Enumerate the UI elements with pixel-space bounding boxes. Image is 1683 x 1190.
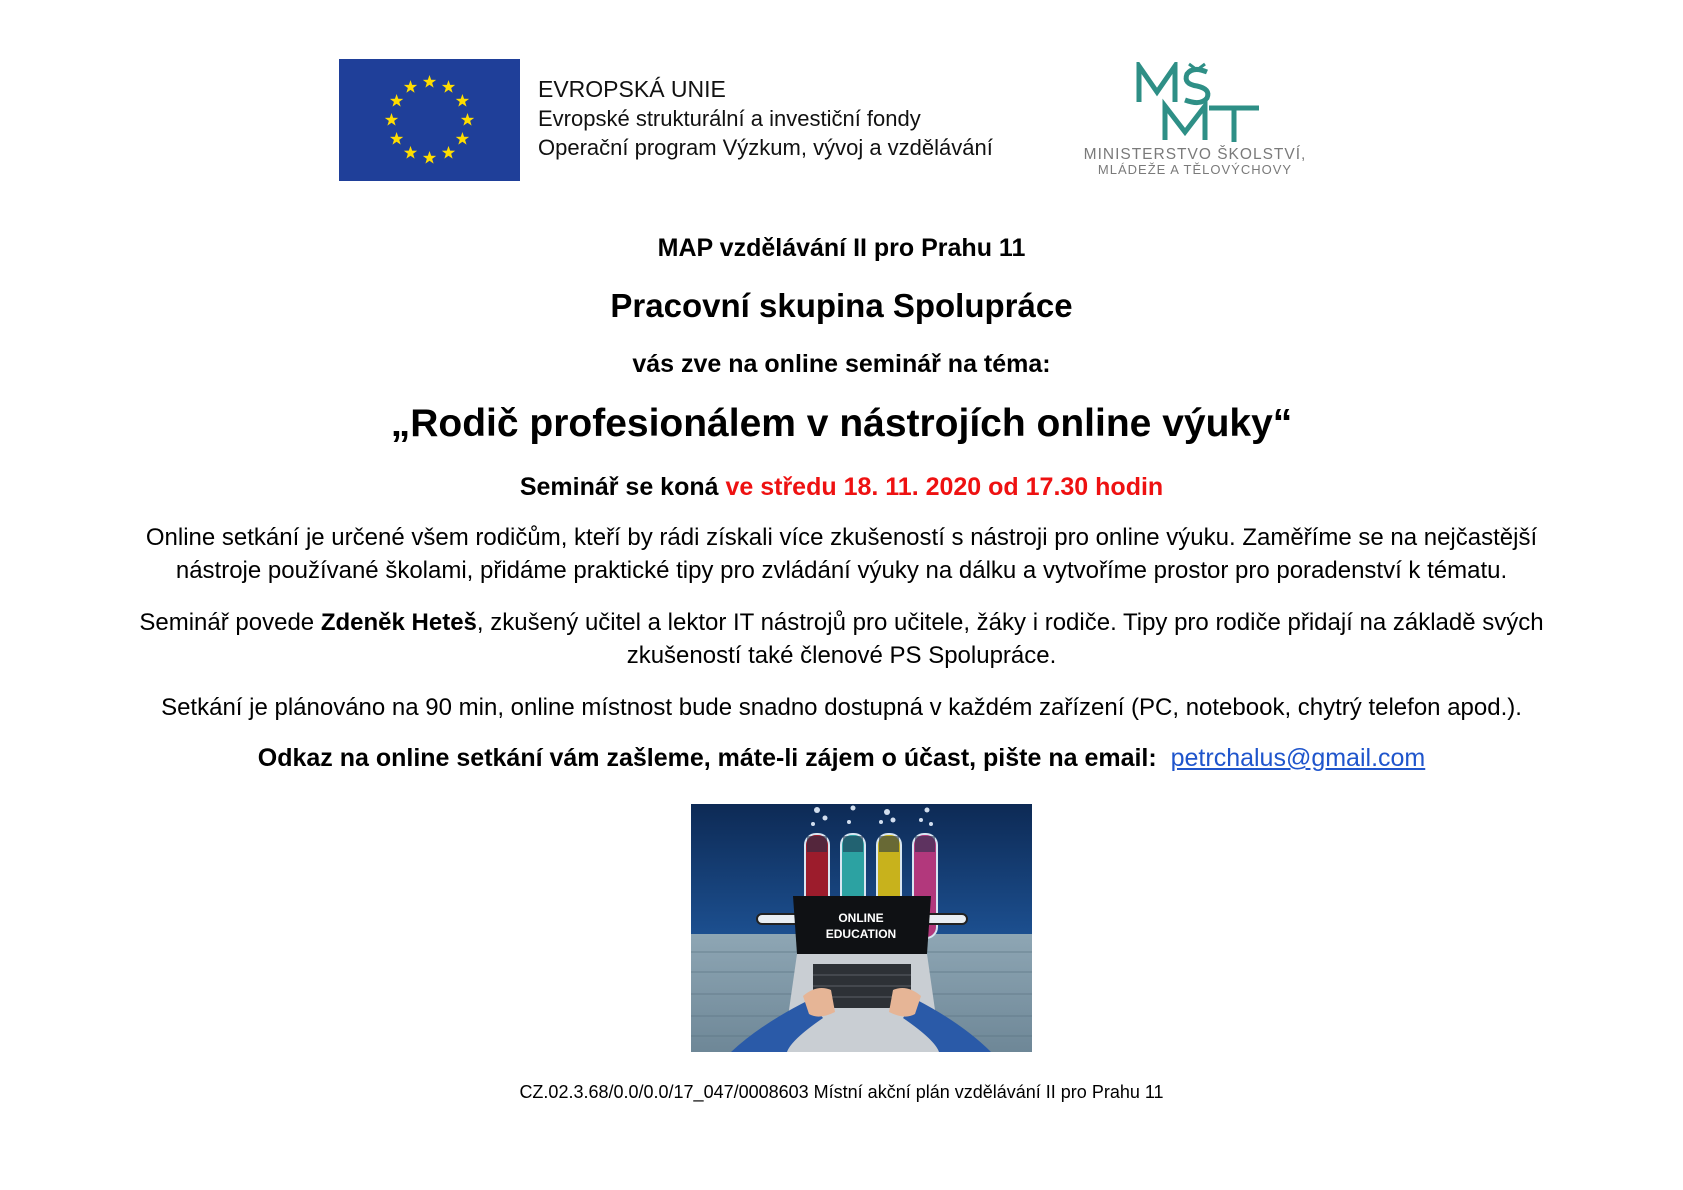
seminar-date (0, 472, 1683, 502)
msmt-line-1: MINISTERSTVO ŠKOLSTVÍ, (1083, 146, 1307, 163)
date-highlight: ve středu 18. 11. 2020 od 17.30 hodin (725, 473, 1164, 501)
lecturer-line-2: zkušeností také členové PS Spolupráce. (626, 642, 1057, 669)
duration-paragraph: Setkání je plánováno na 90 min, online místnost bude snadno dostupná v každém zařízení (PC, notebook, chytrý telefon apod.). (161, 694, 1522, 721)
lecturer-name: Zdeněk Heteš (320, 609, 477, 636)
lecturer-paragraph (90, 606, 1593, 672)
seminar-topic: „Rodič profesionálem v nástrojích online výuky“ (390, 402, 1293, 445)
date-prefix: Seminář se koná (519, 473, 726, 501)
email-link[interactable]: petrchalus@gmail.com (1170, 744, 1426, 772)
lecturer-prefix: Seminář povede (139, 609, 321, 636)
eu-line-union: EVROPSKÁ UNIE (538, 76, 726, 102)
footer-project-line: CZ.02.3.68/0.0/0.0/17_047/0008603 Místní akční plán vzdělávání II pro Prahu 11 (519, 1082, 1164, 1102)
image-label-online: ONLINE (838, 911, 884, 925)
msmt-logo (1075, 62, 1315, 182)
msmt-text (1075, 146, 1315, 177)
eu-header (339, 59, 1027, 181)
invite-line: vás zve na online seminář na téma: (632, 350, 1051, 378)
eu-flag-icon (339, 59, 520, 181)
eu-line-funds: Evropské strukturální a investiční fondy (538, 106, 921, 131)
eu-text (538, 75, 993, 162)
map-title: MAP vzdělávání II pro Prahu 11 (657, 234, 1026, 262)
contact-line (0, 742, 1683, 774)
description-line-2: nástroje používané školami, přidáme praktické tipy pro zvládání výuky na dálku a vytvoříme prostor pro poradenství k tématu. (175, 557, 1508, 584)
lecturer-rest: , zkušený učitel a lektor IT nástrojů pro učitele, žáky i rodiče. Tipy pro rodiče přidají na základě svých (476, 609, 1544, 636)
online-education-image (691, 804, 1032, 1052)
description-paragraph (90, 521, 1593, 587)
image-label-education: EDUCATION (825, 927, 897, 941)
lecturer-line-1 (90, 606, 1593, 639)
eu-line-programme: Operační program Výzkum, vývoj a vzdělávání (538, 135, 993, 160)
msmt-line-2: MLÁDEŽE A TĚLOVÝCHOVY (1097, 162, 1293, 177)
contact-text: Odkaz na online setkání vám zašleme, máte-li zájem o účast, pište na email: (257, 744, 1157, 772)
msmt-logo-icon (1135, 62, 1263, 144)
group-title: Pracovní skupina Spolupráce (610, 287, 1073, 324)
description-line-1: Online setkání je určené všem rodičům, kteří by rádi získali více zkušeností s nástroji pro online výuku. Zaměříme se na nejčastější (145, 524, 1538, 551)
